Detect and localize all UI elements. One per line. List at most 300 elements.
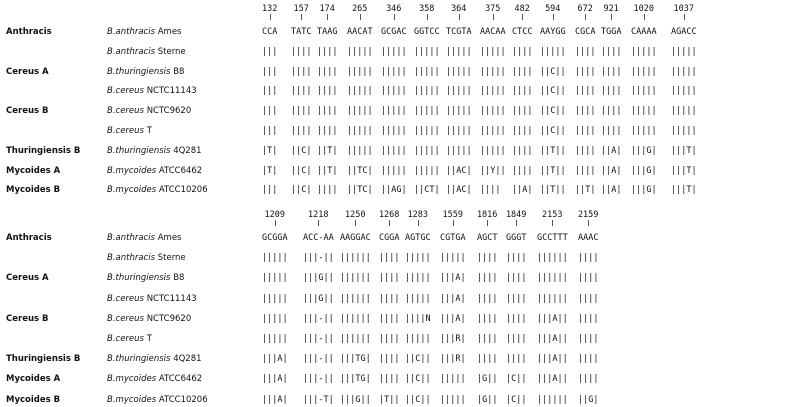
sequence-cell: |||||| <box>340 334 371 344</box>
sequence-cell: ||CT| <box>414 185 440 196</box>
reference-sequence: CGTGA <box>440 233 466 243</box>
sequence-cell: ||AG| <box>381 185 407 196</box>
sequence-cell: |||A|| <box>537 354 568 365</box>
position-tick <box>522 14 523 20</box>
position-label: 2153 <box>542 210 563 220</box>
sequence-cell: ||||| <box>446 126 472 136</box>
position-tick <box>318 220 319 226</box>
sequence-cell: ||||| <box>405 334 431 344</box>
sequence-cell: |||| <box>512 165 533 176</box>
sequence-cell: ||||| <box>414 126 440 136</box>
position-label: 672 <box>577 4 593 14</box>
sequence-cell: |||| <box>477 293 498 304</box>
sequence-cell: ||C|| <box>540 86 566 97</box>
position-label: 921 <box>603 4 619 14</box>
sequence-cell: ||||| <box>405 293 431 304</box>
sequence-cell: ||||| <box>381 106 407 117</box>
sequence-cell: ||||| <box>631 126 657 136</box>
sequence-cell: ||||| <box>381 66 407 77</box>
position-label: 1268 <box>378 210 400 220</box>
position-tick <box>427 14 428 20</box>
sequence-cell: ||||| <box>440 253 466 264</box>
sequence-cell: |||| <box>575 165 596 176</box>
sequence-cell: ||T|| <box>540 165 566 176</box>
position-label: 364 <box>451 4 467 14</box>
sequence-cell: |||| <box>379 374 400 385</box>
species-name: B.anthracis <box>107 27 156 37</box>
sequence-cell: |||| <box>317 126 338 136</box>
sequence-cell: ||C| <box>291 145 312 156</box>
sequence-cell: ||||| <box>381 145 407 156</box>
strain-name: NCTC11143 <box>146 293 197 304</box>
sequence-cell: |||| <box>578 374 599 385</box>
sequence-cell: |T| <box>262 165 278 176</box>
sequence-cell: |||A|| <box>537 313 568 324</box>
strain-name: NCTC11143 <box>146 86 197 97</box>
position-label: 375 <box>485 4 501 14</box>
position-tick <box>275 220 276 226</box>
sequence-cell: |||| <box>291 46 312 57</box>
sequence-cell: |||| <box>578 273 599 284</box>
position-tick <box>459 14 460 20</box>
sequence-cell: |||A| <box>440 293 466 304</box>
sequence-cell: |C|| <box>506 374 527 385</box>
strain-label <box>107 271 184 285</box>
sequence-cell: |||| <box>601 86 622 97</box>
sequence-cell: ||||| <box>480 86 506 97</box>
species-name: B.cereus <box>107 126 144 136</box>
sequence-cell: ||||| <box>414 106 440 117</box>
sequence-cell: |||||| <box>537 394 568 405</box>
sequence-cell: ||||| <box>540 46 566 57</box>
strain-label <box>107 65 184 79</box>
sequence-cell: ||C|| <box>405 374 431 385</box>
strain-name: Ames <box>157 27 182 37</box>
sequence-cell: |||| <box>317 106 338 117</box>
position-tick <box>553 14 554 20</box>
sequence-cell: |||TG| <box>340 374 371 385</box>
sequence-cell: |||| <box>291 66 312 77</box>
species-name: B.thuringiensis <box>107 66 171 77</box>
position-label: 358 <box>419 4 435 14</box>
sequence-cell: ||||| <box>381 86 407 97</box>
position-tick <box>493 14 494 20</box>
sequence-cell: |||R| <box>440 334 466 344</box>
position-label: 594 <box>545 4 561 14</box>
sequence-cell: |||G| <box>631 145 657 156</box>
sequence-cell: |||| <box>317 185 338 196</box>
strain-name: Sterne <box>157 253 186 264</box>
sequence-cell: |||T| <box>671 145 697 156</box>
position-tick <box>552 220 553 226</box>
species-name: B.thuringiensis <box>107 145 171 156</box>
position-tick <box>394 14 395 20</box>
sequence-cell: |||||| <box>340 253 371 264</box>
group-label: Cereus B <box>6 106 49 117</box>
reference-sequence: GCGAC <box>381 27 407 37</box>
sequence-cell: ||T| <box>317 165 338 176</box>
reference-sequence: GCGGA <box>262 233 288 243</box>
sequence-cell: ||||| <box>347 46 373 57</box>
position-label: 1849 <box>505 210 527 220</box>
sequence-cell: |||| <box>506 293 527 304</box>
sequence-cell: ||||| <box>671 126 697 136</box>
sequence-cell: ||A| <box>601 185 622 196</box>
strain-name: NCTC9620 <box>146 313 192 324</box>
sequence-cell: |||| <box>477 354 498 365</box>
sequence-cell: ||||| <box>347 86 373 97</box>
sequence-cell: |||| <box>512 86 533 97</box>
sequence-cell: |G|| <box>477 394 498 405</box>
sequence-cell: |||| <box>506 334 527 344</box>
sequence-cell: |||| <box>379 334 400 344</box>
sequence-cell: |||| <box>601 66 622 77</box>
species-name: B.mycoides <box>107 394 157 405</box>
sequence-cell: ||A| <box>601 145 622 156</box>
strain-label <box>107 393 208 407</box>
strain-label <box>107 352 202 366</box>
position-label: 1283 <box>407 210 428 220</box>
sequence-cell: ||||| <box>347 145 373 156</box>
sequence-cell: |||G|| <box>340 394 371 405</box>
sequence-cell: ||C| <box>291 165 312 176</box>
sequence-cell: ||||N <box>405 313 431 324</box>
sequence-cell: ||TC| <box>347 165 373 176</box>
strain-label <box>107 104 191 118</box>
strain-label <box>107 372 202 386</box>
position-tick <box>611 14 612 20</box>
reference-sequence: AACAA <box>480 27 506 37</box>
sequence-cell: ||||| <box>480 145 506 156</box>
sequence-cell: |||| <box>477 334 498 344</box>
sequence-cell: ||||| <box>440 374 466 385</box>
sequence-cell: |||| <box>379 313 400 324</box>
sequence-cell: |||A| <box>262 394 288 405</box>
sequence-cell: |||| <box>317 86 338 97</box>
sequence-cell: |||A|| <box>537 374 568 385</box>
sequence-cell: ||| <box>262 106 278 117</box>
sequence-cell: ||||| <box>414 145 440 156</box>
species-name: B.cereus <box>107 313 144 324</box>
sequence-cell: |||G| <box>631 185 657 196</box>
group-label: Mycoides A <box>6 374 61 385</box>
sequence-cell: |||| <box>512 145 533 156</box>
position-tick <box>487 220 488 226</box>
strain-label <box>107 25 182 39</box>
position-tick <box>389 220 390 226</box>
sequence-cell: |||| <box>291 86 312 97</box>
sequence-cell: |||A| <box>262 374 288 385</box>
sequence-cell: ||||| <box>671 86 697 97</box>
sequence-cell: |||| <box>506 253 527 264</box>
position-tick <box>516 220 517 226</box>
sequence-cell: |||G| <box>631 165 657 176</box>
sequence-cell: ||| <box>262 126 278 136</box>
species-name: B.mycoides <box>107 185 157 196</box>
sequence-cell: |||| <box>480 185 501 196</box>
sequence-cell: |||| <box>317 66 338 77</box>
position-label: 174 <box>319 4 335 14</box>
sequence-cell: ||C|| <box>540 106 566 117</box>
sequence-cell: |||| <box>506 273 527 284</box>
sequence-cell: |||| <box>575 46 596 57</box>
sequence-cell: ||A| <box>601 165 622 176</box>
sequence-cell: |||A| <box>440 313 466 324</box>
group-label: Mycoides A <box>6 165 61 176</box>
position-label: 2159 <box>577 210 599 220</box>
sequence-cell: ||| <box>262 185 278 196</box>
strain-label <box>107 332 152 346</box>
sequence-cell: ||C| <box>291 185 312 196</box>
sequence-cell: ||||| <box>671 106 697 117</box>
position-label: 346 <box>386 4 402 14</box>
species-name: B.anthracis <box>107 253 156 264</box>
strain-label <box>107 312 191 326</box>
sequence-cell: |||A| <box>440 273 466 284</box>
sequence-cell: |||| <box>578 293 599 304</box>
reference-sequence: AAYGG <box>540 27 566 37</box>
sequence-cell: |||| <box>379 273 400 284</box>
sequence-cell: |||| <box>601 126 622 136</box>
sequence-cell: |||A| <box>262 354 288 365</box>
sequence-cell: ||C|| <box>540 126 566 136</box>
sequence-cell: |||-|| <box>303 313 334 324</box>
sequence-cell: ||||| <box>414 46 440 57</box>
strain-name: Ames <box>157 233 182 243</box>
position-label: 1816 <box>476 210 498 220</box>
position-tick <box>684 14 685 20</box>
sequence-cell: |||| <box>506 313 527 324</box>
position-tick <box>360 14 361 20</box>
sequence-cell: |||| <box>512 46 533 57</box>
position-tick <box>418 220 419 226</box>
sequence-cell: |||| <box>379 354 400 365</box>
sequence-cell: ||||| <box>671 66 697 77</box>
sequence-cell: ||||| <box>381 46 407 57</box>
sequence-cell: |||| <box>477 253 498 264</box>
strain-name: T <box>146 334 152 344</box>
sequence-cell: ||||| <box>480 106 506 117</box>
sequence-cell: |G|| <box>477 374 498 385</box>
reference-sequence: CGGA <box>379 233 400 243</box>
sequence-cell: |||A|| <box>537 334 568 344</box>
position-label: 132 <box>261 4 278 14</box>
sequence-cell: |||| <box>575 106 596 117</box>
sequence-cell: ||||| <box>347 106 373 117</box>
species-name: B.cereus <box>107 86 144 97</box>
strain-label <box>107 144 202 158</box>
strain-name: Sterne <box>157 46 186 57</box>
sequence-cell: ||||| <box>671 46 697 57</box>
position-label: 1218 <box>308 210 329 220</box>
sequence-cell: |||T| <box>671 165 697 176</box>
position-tick <box>644 14 645 20</box>
strain-name: NCTC9620 <box>146 106 192 117</box>
sequence-cell: |T|| <box>379 394 400 405</box>
strain-name: T <box>146 126 152 136</box>
sequence-cell: ||||| <box>262 273 288 284</box>
group-label: Cereus A <box>6 273 49 284</box>
species-name: B.cereus <box>107 293 144 304</box>
sequence-cell: |||| <box>477 313 498 324</box>
sequence-cell: |||||| <box>340 313 371 324</box>
sequence-cell: |||-|| <box>303 374 334 385</box>
sequence-cell: ||||| <box>480 46 506 57</box>
position-label: 1209 <box>264 210 285 220</box>
sequence-cell: ||||| <box>405 273 431 284</box>
sequence-cell: |||||| <box>537 293 568 304</box>
group-label: Cereus A <box>6 66 49 77</box>
strain-name: ATCC6462 <box>158 374 203 385</box>
sequence-cell: |||| <box>379 253 400 264</box>
sequence-cell: |||-|| <box>303 334 334 344</box>
reference-sequence: AGACC <box>671 27 697 37</box>
position-tick <box>270 14 271 20</box>
strain-label <box>107 164 202 178</box>
reference-sequence: GGGT <box>506 233 527 243</box>
position-label: 1250 <box>345 210 366 220</box>
position-tick <box>588 220 589 226</box>
sequence-cell: |||-T| <box>303 394 334 405</box>
sequence-cell: ||||| <box>347 66 373 77</box>
strain-label <box>107 124 152 138</box>
species-name: B.anthracis <box>107 233 156 243</box>
sequence-cell: |||| <box>578 313 599 324</box>
sequence-cell: |||| <box>291 106 312 117</box>
sequence-cell: ||||| <box>262 313 288 324</box>
sequence-cell: ||C|| <box>405 354 431 365</box>
group-label: Thuringiensis B <box>6 145 81 156</box>
sequence-cell: ||||| <box>262 293 288 304</box>
sequence-cell: |||| <box>575 145 596 156</box>
sequence-cell: ||Y|| <box>480 165 506 176</box>
position-tick <box>453 220 454 226</box>
position-label: 482 <box>514 4 530 14</box>
species-name: B.thuringiensis <box>107 273 171 284</box>
sequence-cell: ||| <box>262 46 278 57</box>
strain-name: B8 <box>173 273 185 284</box>
species-name: B.anthracis <box>107 46 156 57</box>
sequence-cell: ||||| <box>631 66 657 77</box>
sequence-cell: ||||| <box>347 126 373 136</box>
group-label: Anthracis <box>6 27 52 37</box>
reference-sequence: AGTGC <box>405 233 431 243</box>
sequence-cell: ||C|| <box>540 66 566 77</box>
sequence-cell: ||||| <box>480 66 506 77</box>
strain-name: ATCC10206 <box>158 185 208 196</box>
position-tick <box>301 14 302 20</box>
sequence-cell: |||| <box>291 126 312 136</box>
reference-sequence: CGCA <box>575 27 596 37</box>
sequence-cell: |||| <box>578 354 599 365</box>
sequence-cell: ||C|| <box>405 394 431 405</box>
sequence-cell: |||| <box>575 66 596 77</box>
sequence-cell: |T| <box>262 145 278 156</box>
strain-label <box>107 292 197 306</box>
strain-name: ATCC6462 <box>158 165 203 176</box>
strain-name: 4Q281 <box>173 354 202 365</box>
sequence-cell: ||||| <box>262 253 288 264</box>
sequence-cell: ||||| <box>381 126 407 136</box>
sequence-cell: |||TG| <box>340 354 371 365</box>
strain-label <box>107 183 208 197</box>
strain-label <box>107 231 182 245</box>
sequence-cell: ||T|| <box>540 145 566 156</box>
strain-name: 4Q281 <box>173 145 202 156</box>
sequence-cell: ||T| <box>317 145 338 156</box>
strain-label <box>107 84 197 98</box>
sequence-cell: |||||| <box>537 253 568 264</box>
sequence-cell: |||| <box>601 106 622 117</box>
position-label: 265 <box>352 4 368 14</box>
strain-name: B8 <box>173 66 185 77</box>
sequence-cell: |||| <box>575 86 596 97</box>
sequence-cell: ||| <box>262 86 278 97</box>
reference-sequence: AAAC <box>578 233 599 243</box>
position-tick <box>327 14 328 20</box>
sequence-cell: ||AC| <box>446 185 472 196</box>
species-name: B.cereus <box>107 106 144 117</box>
group-label: Thuringiensis B <box>6 354 81 365</box>
reference-sequence: CCA <box>262 27 278 37</box>
sequence-cell: ||||| <box>414 165 440 176</box>
sequence-cell: |||| <box>578 334 599 344</box>
strain-label <box>107 251 186 265</box>
reference-sequence: CTCC <box>512 27 533 37</box>
position-tick <box>355 220 356 226</box>
reference-sequence: GGTCC <box>414 27 440 37</box>
position-label: 1559 <box>442 210 463 220</box>
sequence-cell: |||| <box>317 46 338 57</box>
sequence-cell: ||||| <box>480 126 506 136</box>
sequence-cell: |||G|| <box>303 273 334 284</box>
sequence-cell: ||||| <box>446 145 472 156</box>
reference-sequence: TAAG <box>317 27 338 37</box>
sequence-cell: ||AC| <box>446 165 472 176</box>
sequence-cell: |C|| <box>506 394 527 405</box>
sequence-cell: ||||| <box>414 86 440 97</box>
species-name: B.mycoides <box>107 374 157 385</box>
sequence-cell: |||| <box>575 126 596 136</box>
sequence-cell: |||| <box>601 46 622 57</box>
reference-sequence: AACAT <box>347 27 373 37</box>
group-label: Anthracis <box>6 233 52 243</box>
sequence-cell: |||-|| <box>303 354 334 365</box>
reference-sequence: TCGTA <box>446 27 472 37</box>
reference-sequence: ACC-AA <box>303 233 334 243</box>
sequence-cell: ||||| <box>446 86 472 97</box>
position-label: 1020 <box>633 4 654 14</box>
sequence-cell: ||T|| <box>540 185 566 196</box>
group-label: Cereus B <box>6 313 49 324</box>
sequence-cell: ||||| <box>631 46 657 57</box>
sequence-cell: ||||| <box>440 394 466 405</box>
sequence-cell: |||||| <box>340 273 371 284</box>
sequence-cell: ||||| <box>405 253 431 264</box>
position-label: 157 <box>293 4 309 14</box>
sequence-cell: ||| <box>262 66 278 77</box>
sequence-cell: |||| <box>379 293 400 304</box>
sequence-cell: |||| <box>512 66 533 77</box>
sequence-cell: |||-|| <box>303 253 334 264</box>
sequence-cell: ||TC| <box>347 185 373 196</box>
sequence-cell: |||| <box>477 273 498 284</box>
sequence-cell: |||| <box>506 354 527 365</box>
sequence-cell: ||T| <box>575 185 596 196</box>
reference-sequence: AGCT <box>477 233 498 243</box>
reference-sequence: CAAAA <box>631 27 657 37</box>
reference-sequence: TGGA <box>601 27 622 37</box>
